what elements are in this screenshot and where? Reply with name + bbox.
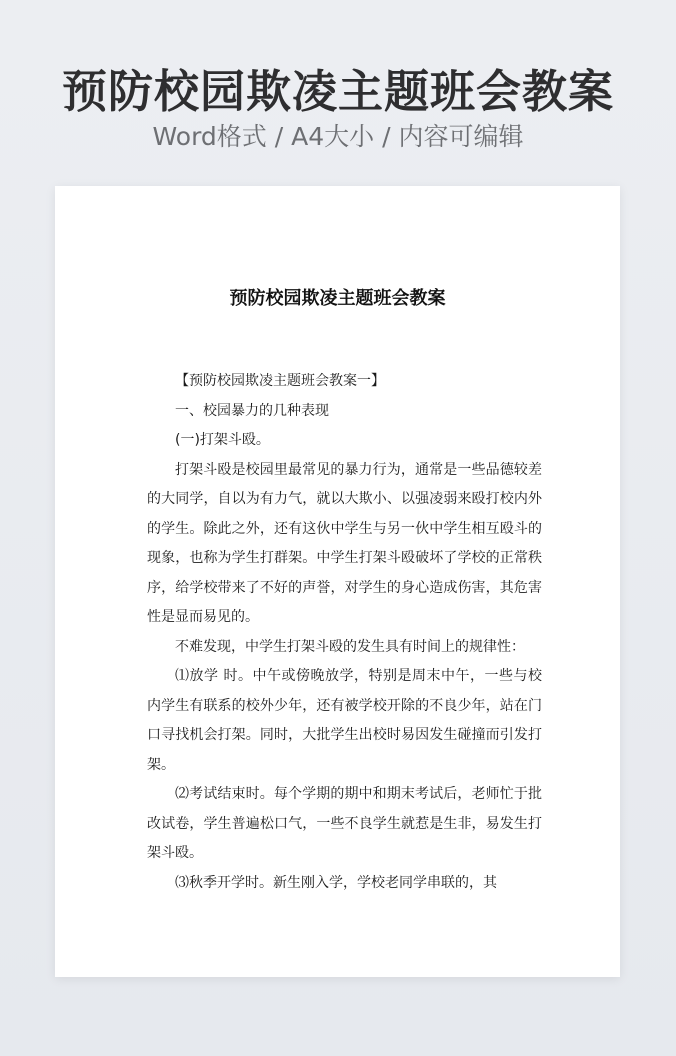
document-body	[147, 367, 542, 898]
list-item-paragraph: ⑶秋季开学时。新生刚入学，学校老同学串联的，其	[175, 874, 497, 891]
document-page	[55, 186, 620, 977]
section-header: 【预防校园欺凌主题班会教案一】	[175, 373, 385, 389]
subsection-heading: (一)打架斗殴。	[175, 432, 270, 448]
section-heading: 一、校园暴力的几种表现	[175, 402, 329, 419]
banner-subtitle: Word格式 / A4大小 / 内容可编辑	[152, 122, 524, 151]
list-item-paragraph: ⑵考试结束时。每个学期的期中和期末考试后，老师忙于批改试卷，学生普遍松口气，一些不良学生就惹是生非，易发生打架斗殴。	[147, 786, 542, 861]
banner-title: 预防校园欺凌主题班会教案	[61, 65, 614, 118]
paragraph: 不难发现，中学生打架斗殴的发生具有时间上的规律性：	[175, 638, 525, 655]
paragraph: 打架斗殴是校园里最常见的暴力行为，通常是一些品德较差的大同学，自以为有力气，就以大欺小、以强凌弱来殴打校内外的学生。除此之外，还有这伙中学生与另一伙中学生相互殴斗的现象，也称为学生打群架。中学生打架斗殴破坏了学校的正常秩序，给学校带来了不好的声誉，对学生的身心造成伤害，其危害性是显而易见的。	[147, 461, 542, 625]
document-title: 预防校园欺凌主题班会教案	[229, 288, 446, 309]
banner-header	[0, 0, 676, 186]
list-item-paragraph: ⑴放学 时。中午或傍晚放学，特别是周末中午，一些与校内学生有联系的校外少年，还有被学校开除的不良少年，站在门口寻找机会打架。同时，大批学生出校时易因发生碰撞而引发打架。	[147, 668, 542, 773]
